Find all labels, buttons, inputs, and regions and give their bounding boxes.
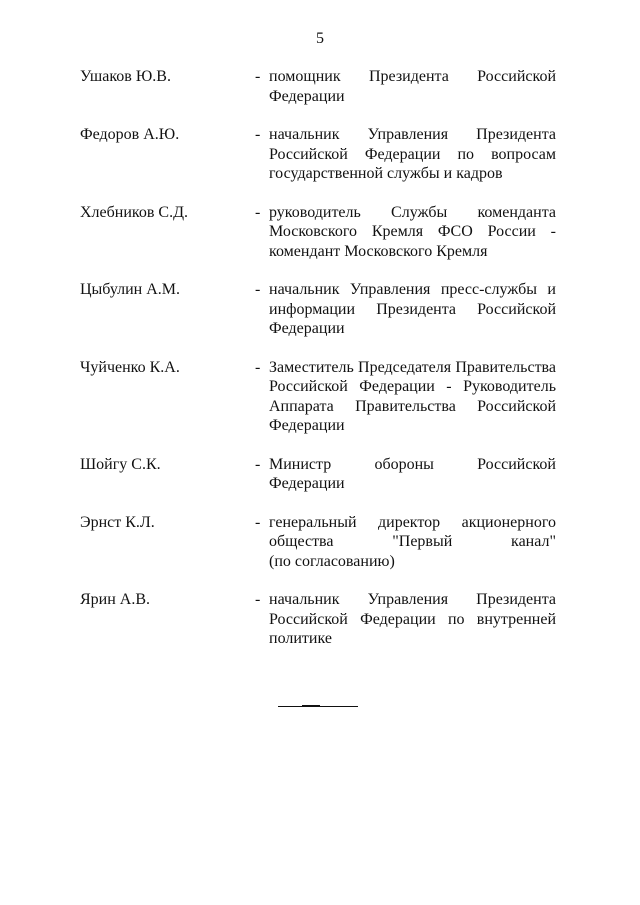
position-line: Московского Кремля ФСО России - [269,223,556,240]
person-name: Шойгу С.К. [80,455,161,473]
position-line: начальник Управления пресс-службы и [269,281,556,298]
list-item [80,513,556,572]
dash-separator: - [255,513,261,531]
dash-separator: - [255,591,261,608]
position-line: Федерации [269,320,345,337]
document-end-mark [302,705,320,707]
position-line: Российской Федерации - Руководитель [269,378,556,395]
position-line: политике [269,630,332,647]
list-item [80,125,556,184]
position-line: комендант Московского Кремля [269,242,488,260]
position-line: общества "Первый канал" [269,533,556,550]
position-line: информации Президента Российской [269,300,556,318]
position-line: Федерации [269,475,345,492]
list-item [80,358,556,436]
dash-separator: - [255,455,261,473]
person-name: Федоров А.Ю. [80,126,180,143]
list-item [80,590,556,649]
person-position [269,203,556,262]
dash-separator: - [255,68,261,85]
position-line: начальник Управления Президента [269,126,556,143]
position-line: Аппарата Правительства Российской [269,397,556,415]
person-name: Чуйченко К.А. [80,358,180,376]
position-line: государственной службы и кадров [269,165,503,182]
person-name: Ушаков Ю.В. [80,68,171,85]
position-line: Министр обороны Российской [269,455,556,473]
position-line: Федерации [269,87,345,105]
person-name: Эрнст К.Л. [80,513,155,531]
person-position [269,280,556,339]
person-name: Ярин А.В. [80,591,151,608]
list-item [80,67,556,106]
dash-separator: - [255,126,261,143]
person-name: Хлебников С.Д. [80,203,189,221]
position-line: Российской Федерации по внутренней [269,610,556,628]
dash-separator: - [255,358,261,376]
person-position [269,125,556,184]
list-item [80,280,556,339]
position-line: Российской Федерации по вопросам [269,145,556,163]
position-line: Федерации [269,417,345,434]
person-position [269,358,556,436]
list-item [80,203,556,262]
position-line: помощник Президента Российской [269,68,556,85]
position-line: руководитель Службы коменданта [269,203,556,221]
position-line: генеральный директор акционерного [269,513,556,531]
person-position [269,513,556,572]
position-line: Заместитель Председателя Правительства [269,358,556,376]
dash-separator: - [255,203,261,221]
personnel-list [80,67,556,668]
person-position [269,455,556,494]
person-position [269,67,556,106]
page-number: 5 [316,30,324,47]
person-position [269,590,556,649]
dash-separator: - [255,281,261,298]
position-line: (по согласованию) [269,552,395,570]
list-item [80,455,556,494]
position-line: начальник Управления Президента [269,591,556,608]
person-name: Цыбулин А.М. [80,281,181,298]
